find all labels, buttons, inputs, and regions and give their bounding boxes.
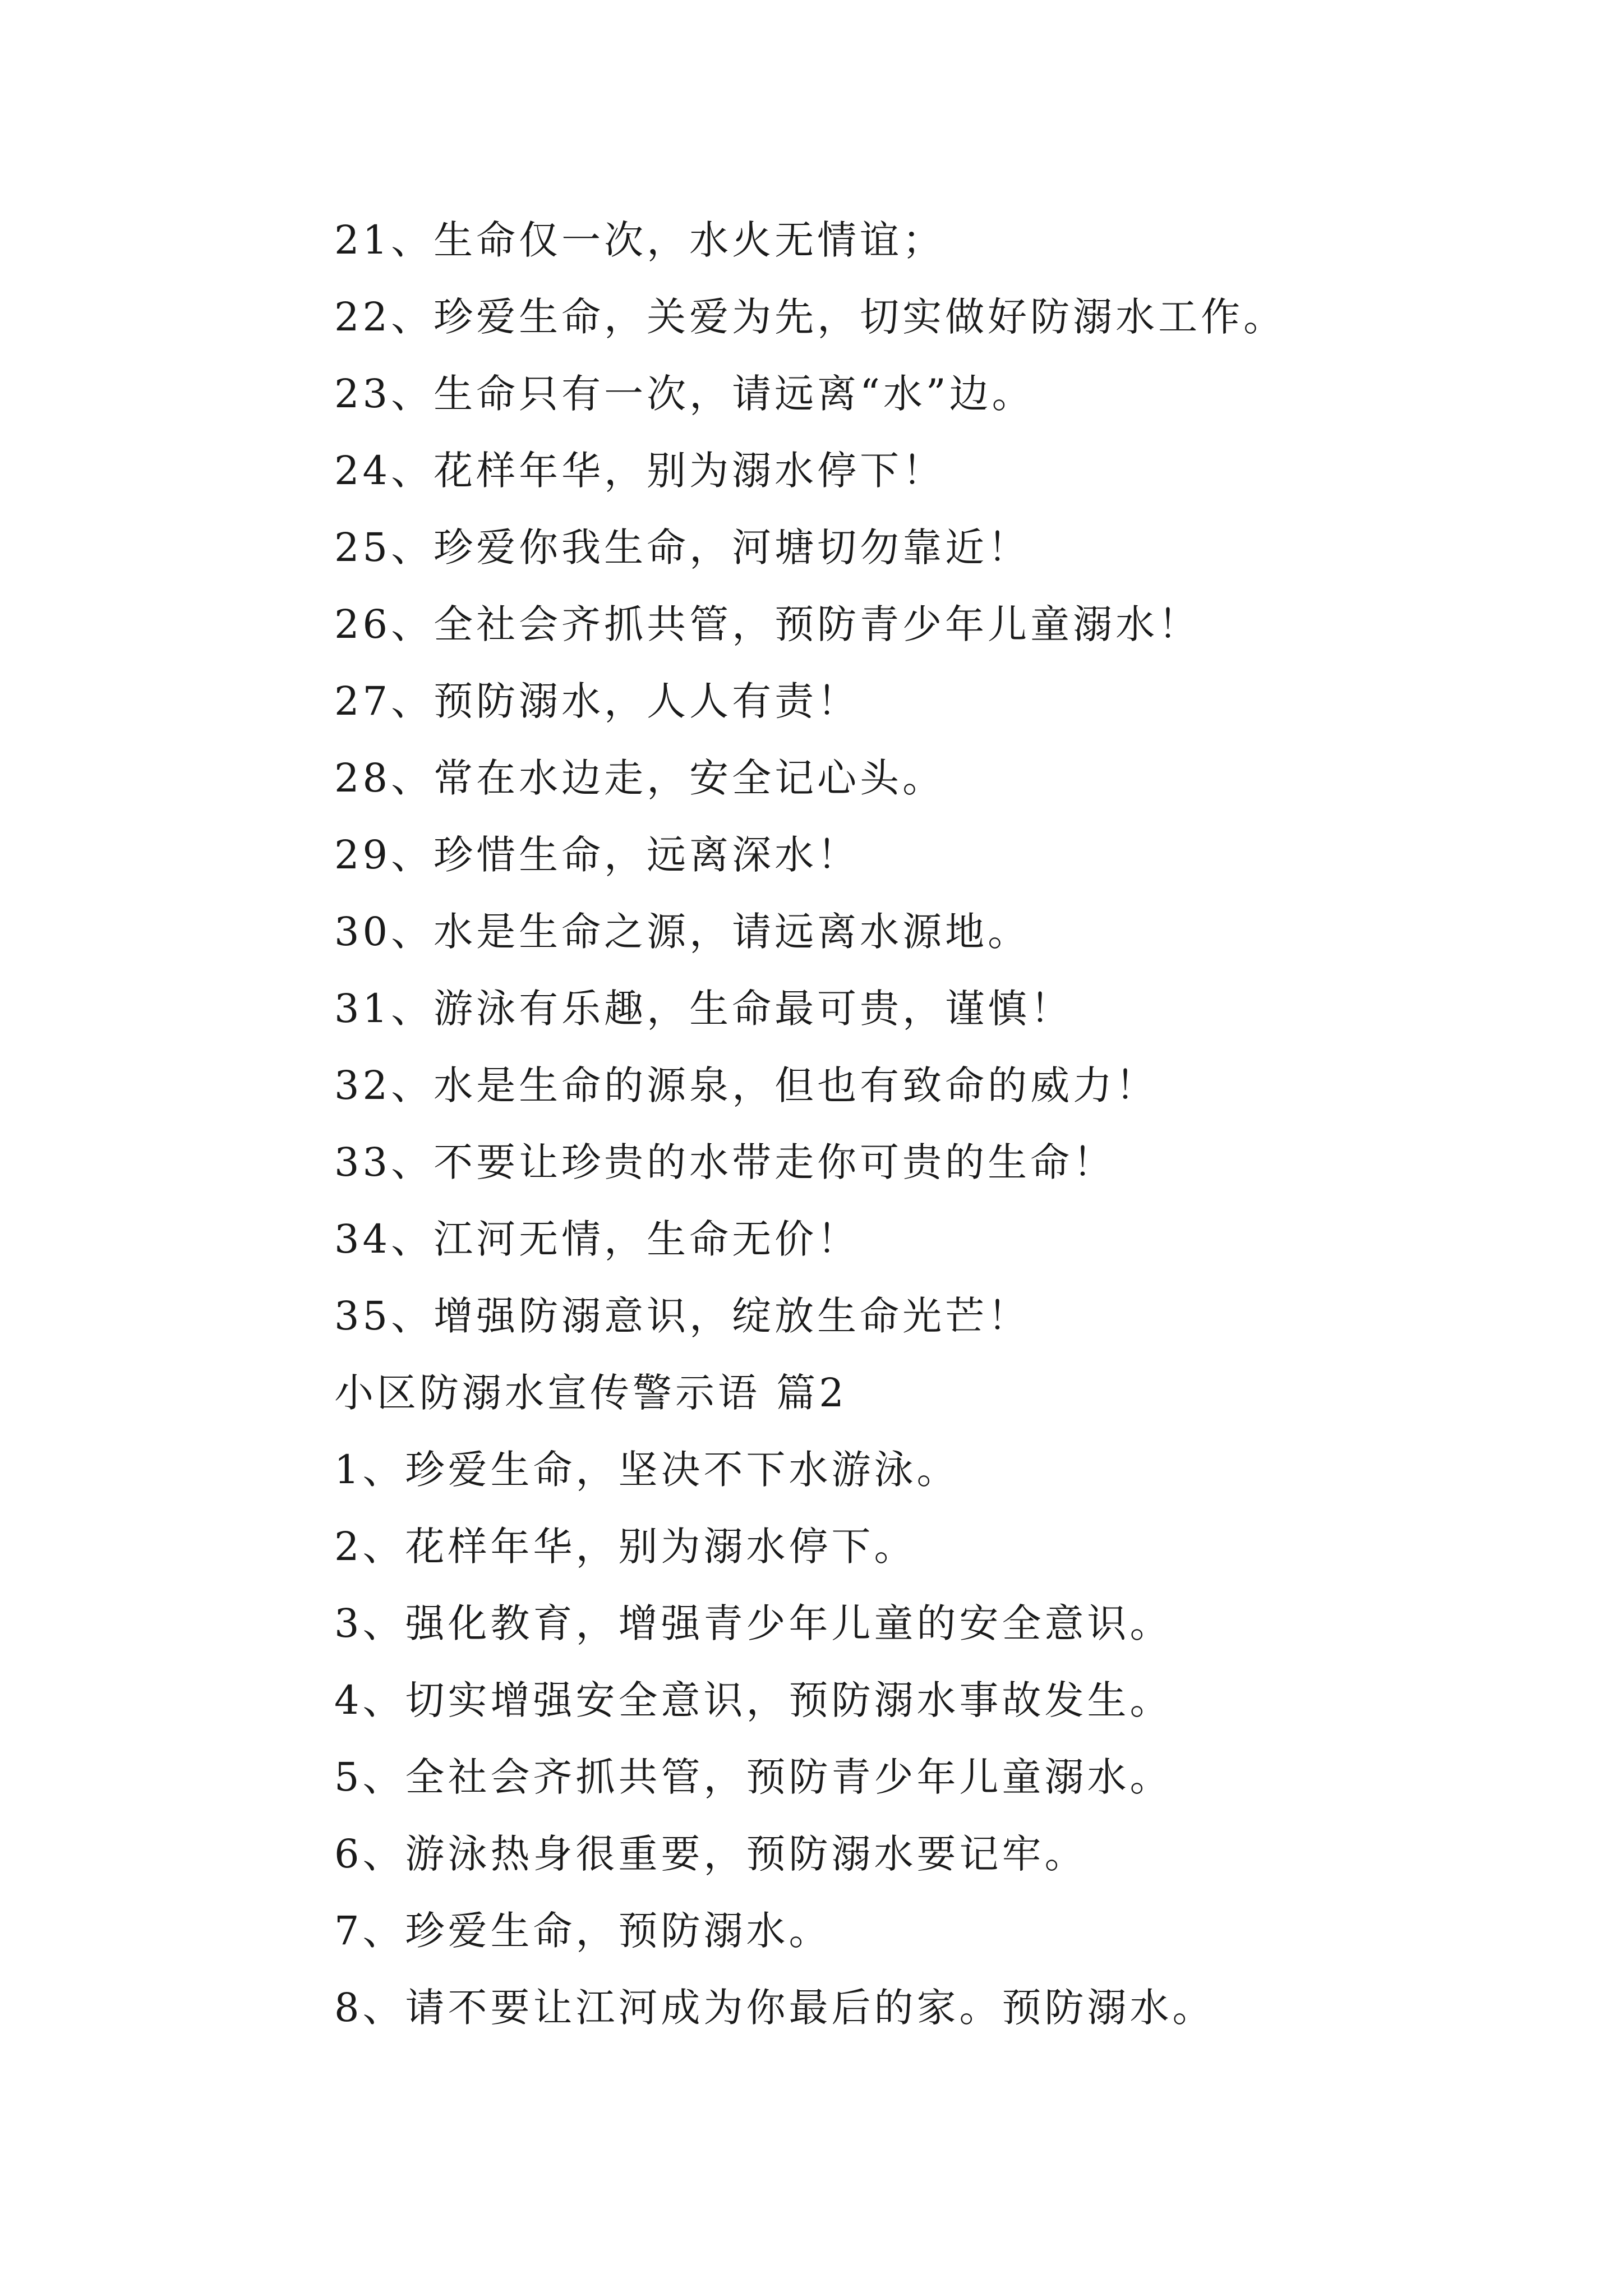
slogan-line: 7、珍爱生命，预防溺水。 bbox=[334, 1908, 832, 1954]
slogan-line: 26、全社会齐抓共管，预防青少年儿童溺水！ bbox=[334, 601, 1201, 647]
document-body bbox=[334, 202, 1512, 2046]
slogan-line: 32、水是生命的源泉，但也有致命的威力！ bbox=[334, 1062, 1159, 1108]
slogan-line: 21、生命仅一次，水火无情谊； bbox=[334, 217, 946, 263]
slogan-line: 3、强化教育，增强青少年儿童的安全意识。 bbox=[334, 1600, 1173, 1646]
slogan-line: 8、请不要让江河成为你最后的家。预防溺水。 bbox=[334, 1985, 1215, 2031]
slogan-line: 24、花样年华，别为溺水停下！ bbox=[334, 448, 946, 494]
slogan-line: 27、预防溺水，人人有责！ bbox=[334, 678, 860, 724]
slogan-line: 35、增强防溺意识，绽放生命光芒！ bbox=[334, 1293, 1031, 1339]
slogan-line: 2、花样年华，别为溺水停下。 bbox=[334, 1524, 917, 1570]
slogan-line: 31、游泳有乐趣，生命最可贵，谨慎！ bbox=[334, 986, 1073, 1032]
slogan-line: 23、生命只有一次，请远离“水”边。 bbox=[334, 371, 1035, 417]
slogan-line: 34、江河无情，生命无价！ bbox=[334, 1216, 860, 1262]
slogan-line: 22、珍爱生命，关爱为先，切实做好防溺水工作。 bbox=[334, 294, 1287, 340]
section-heading: 小区防溺水宣传警示语 篇2 bbox=[334, 1370, 847, 1416]
slogan-line: 28、常在水边走，安全记心头。 bbox=[334, 755, 946, 801]
slogan-line: 5、全社会齐抓共管，预防青少年儿童溺水。 bbox=[334, 1754, 1173, 1800]
slogan-line: 1、珍爱生命，坚决不下水游泳。 bbox=[334, 1447, 960, 1493]
slogan-line: 4、切实增强安全意识，预防溺水事故发生。 bbox=[334, 1677, 1173, 1723]
slogan-line: 29、珍惜生命，远离深水！ bbox=[334, 832, 860, 878]
slogan-line: 33、不要让珍贵的水带走你可贵的生命！ bbox=[334, 1139, 1116, 1185]
slogan-line: 25、珍爱你我生命，河塘切勿靠近！ bbox=[334, 524, 1031, 570]
slogan-line: 30、水是生命之源，请远离水源地。 bbox=[334, 909, 1031, 955]
slogan-line: 6、游泳热身很重要，预防溺水要记牢。 bbox=[334, 1831, 1087, 1877]
